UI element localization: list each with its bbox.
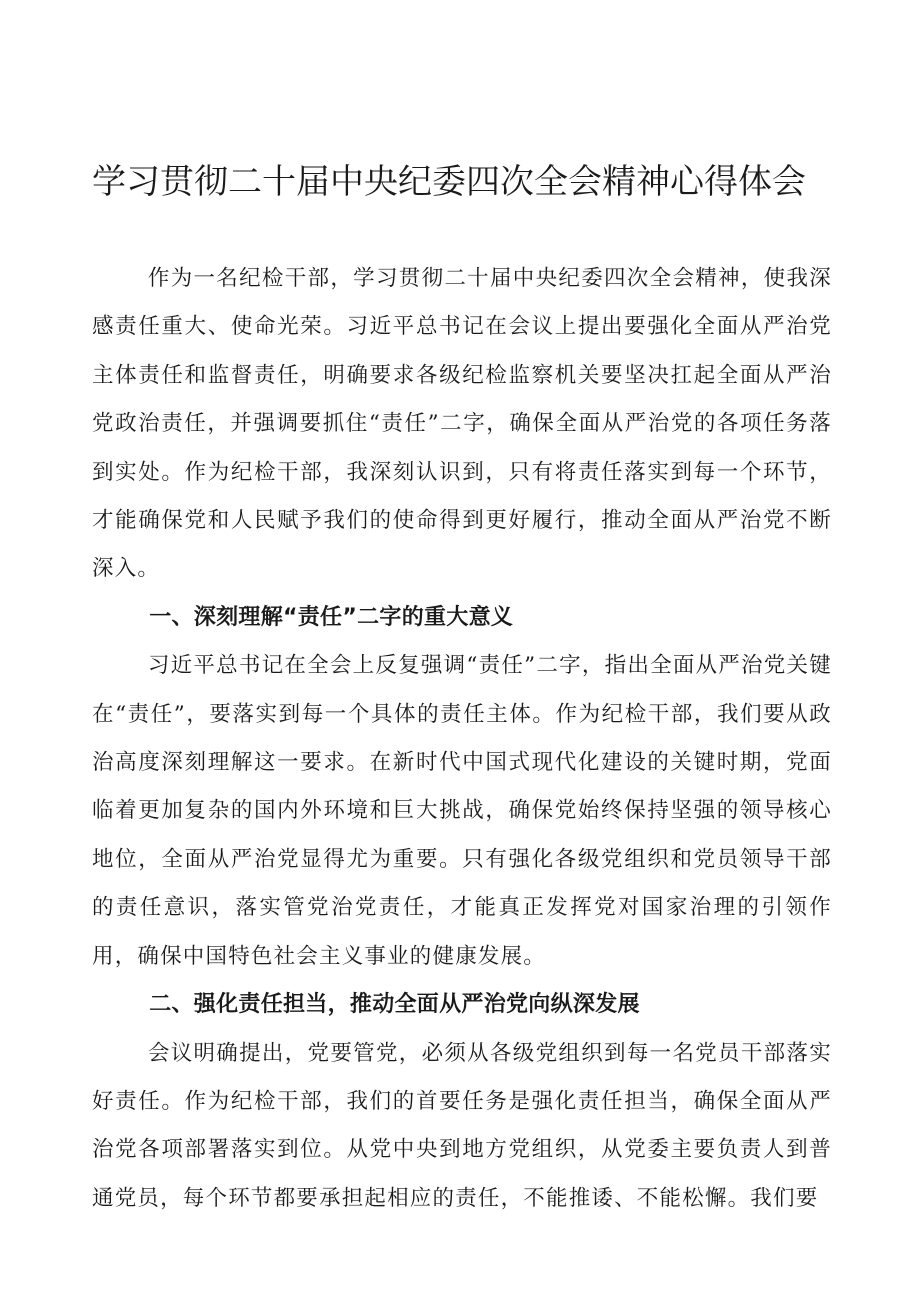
section-2-paragraph: 会议明确提出，党要管党，必须从各级党组织到每一名党员干部落实好责任。作为纪检干部，我们的首要任务是强化责任担当，确保全面从严治党各项部署落实到位。从党中央到地方党组织，从党委主要负责人到普通党员，每个环节都要承担起相应的责任，不能推诿、不能松懈。我们要 [92, 1040, 832, 1211]
section-1-paragraph: 习近平总书记在全会上反复强调“责任”二字，指出全面从严治党关键在“责任”，要落实到每一个具体的责任主体。作为纪检干部，我们要从政治高度深刻理解这一要求。在新时代中国式现代化建设的关键时期，党面临着更加复杂的国内外环境和巨大挑战，确保党始终保持坚强的领导核心地位，全面从严治党显得尤为重要。只有强化各级党组织和党员领导干部的责任意识，落实管党治党责任，才能真正发挥党对国家治理的引领作用，确保中国特色社会主义事业的健康发展。 [92, 653, 832, 969]
intro-paragraph: 作为一名纪检干部，学习贯彻二十届中央纪委四次全会精神，使我深感责任重大、使命光荣。习近平总书记在会议上提出要强化全面从严治党主体责任和监督责任，明确要求各级纪检监察机关要坚决扛起全面从严治党政治责任，并强调要抓住“责任”二字，确保全面从严治党的各项任务落到实处。作为纪检干部，我深刻认识到，只有将责任落实到每一个环节，才能确保党和人民赋予我们的使命得到更好履行，推动全面从严治党不断深入。 [92, 266, 832, 582]
section-2-heading: 二、强化责任担当，推动全面从严治党向纵深发展 [149, 992, 640, 1018]
section-1-heading: 一、深刻理解“责任”二字的重大意义 [149, 604, 514, 630]
document-title: 学习贯彻二十届中央纪委四次全会精神心得体会 [92, 162, 806, 202]
document-body [92, 255, 832, 1223]
